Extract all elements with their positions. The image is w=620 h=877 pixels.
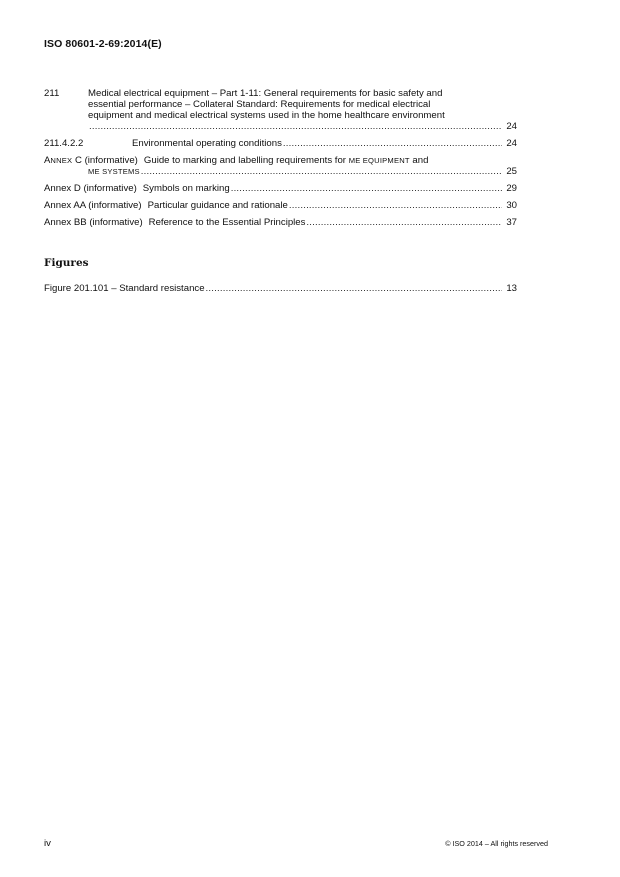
toc-page-number: 29 xyxy=(506,183,517,194)
figure-entry[interactable] xyxy=(44,283,517,294)
toc-entry-211-4-2-2[interactable] xyxy=(44,138,517,149)
toc-entry-211[interactable] xyxy=(44,88,517,132)
toc-page-number: 24 xyxy=(506,121,517,132)
toc-title-line: equipment and medical electrical systems used in the home healthcare environment xyxy=(88,110,445,121)
copyright-notice: © ISO 2014 – All rights reserved xyxy=(445,839,548,848)
toc-title: Reference to the Essential Principles xyxy=(148,217,306,228)
document-header: ISO 80601-2-69:2014(E) xyxy=(44,38,162,50)
dot-leader xyxy=(306,217,502,228)
dot-leader xyxy=(283,138,502,149)
figure-page-number: 13 xyxy=(506,283,517,294)
toc-annex-label: Annex BB (informative) xyxy=(44,217,143,228)
toc-number: 211.4.2.2 xyxy=(44,138,84,149)
toc-page-number: 24 xyxy=(506,138,517,149)
toc-entry-annex-aa[interactable] xyxy=(44,200,517,211)
table-of-contents xyxy=(44,88,517,234)
dot-leader xyxy=(206,283,502,294)
toc-page-number: 37 xyxy=(506,217,517,228)
toc-title-line: Medical electrical equipment – Part 1-11: General requirements for basic safety and xyxy=(88,88,443,99)
figure-title: Figure 201.101 – Standard resistance xyxy=(44,283,205,294)
toc-title-continuation: ME SYSTEMS xyxy=(88,167,140,176)
toc-title-line: essential performance – Collateral Standard: Requirements for medical electrical xyxy=(88,99,431,110)
dot-leader xyxy=(141,166,502,177)
toc-annex-label: ANNEX C (informative) xyxy=(44,155,138,166)
toc-annex-label: Annex AA (informative) xyxy=(44,200,142,211)
toc-entry-annex-d[interactable] xyxy=(44,183,517,194)
toc-page-number: 30 xyxy=(506,200,517,211)
figures-heading: Figures xyxy=(44,257,89,269)
toc-title: Symbols on marking xyxy=(142,183,230,194)
dot-leader xyxy=(89,121,502,132)
toc-page-number: 25 xyxy=(506,166,517,177)
toc-title: Environmental operating conditions xyxy=(132,138,282,149)
toc-title: Particular guidance and rationale xyxy=(147,200,288,211)
toc-entry-annex-bb[interactable] xyxy=(44,217,517,228)
figures-list xyxy=(44,283,517,294)
toc-annex-label: Annex D (informative) xyxy=(44,183,137,194)
toc-number: 211 xyxy=(44,88,60,99)
toc-title: Guide to marking and labelling requirements for ME EQUIPMENT and xyxy=(143,155,429,166)
toc-entry-annex-c[interactable] xyxy=(44,155,517,177)
page-number: iv xyxy=(44,838,51,849)
dot-leader xyxy=(231,183,502,194)
dot-leader xyxy=(289,200,502,211)
